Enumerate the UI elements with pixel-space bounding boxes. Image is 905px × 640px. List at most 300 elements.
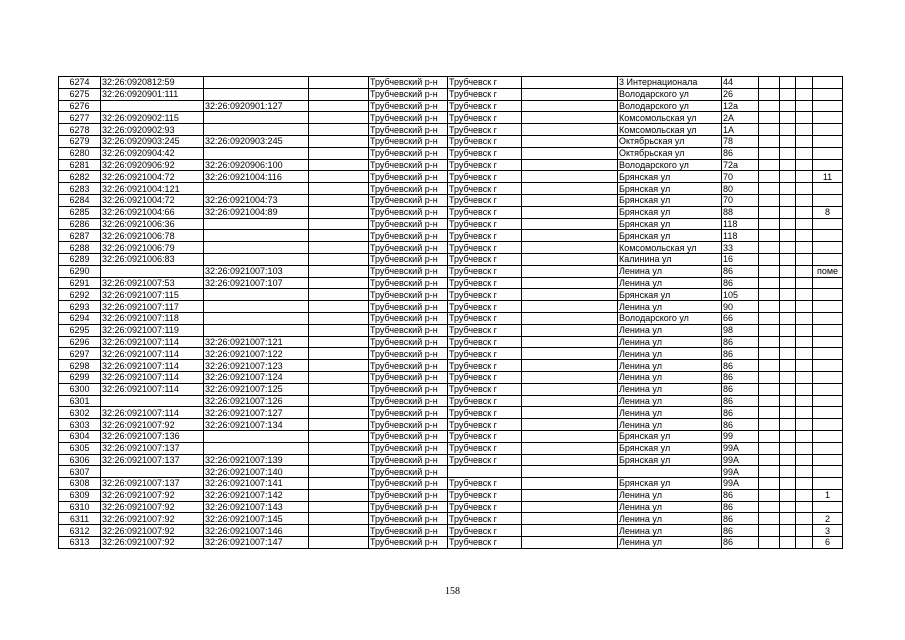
table-cell: Трубчевский р-н — [369, 419, 448, 431]
table-cell: Трубчевский р-н — [369, 301, 448, 313]
table-cell: 6289 — [59, 253, 101, 265]
table-cell — [796, 513, 813, 525]
table-cell — [780, 218, 796, 230]
table-cell — [759, 112, 780, 124]
table-cell — [813, 407, 843, 419]
table-cell: 32:26:0920906:92 — [101, 159, 204, 171]
table-cell: Трубчевский р-н — [369, 194, 448, 206]
table-cell: 88 — [722, 206, 759, 218]
table-cell — [759, 265, 780, 277]
table-cell — [796, 253, 813, 265]
table-cell — [780, 124, 796, 136]
table-cell: 6293 — [59, 301, 101, 313]
table-cell — [522, 194, 618, 206]
table-cell: Трубчевский р-н — [369, 159, 448, 171]
table-cell — [618, 466, 722, 478]
table-cell — [101, 100, 204, 112]
table-cell — [522, 537, 618, 549]
table-cell: 32:26:0921007:122 — [204, 348, 309, 360]
table-row — [59, 395, 843, 407]
table-cell: 32:26:0921004:121 — [101, 183, 204, 195]
table-cell: 6313 — [59, 537, 101, 549]
table-cell: 32:26:0921007:103 — [204, 265, 309, 277]
table-cell: Брянская ул — [618, 478, 722, 490]
table-cell: Трубчевск г — [448, 230, 522, 242]
table-cell: Трубчевский р-н — [369, 537, 448, 549]
table-cell: 32:26:0921007:114 — [101, 336, 204, 348]
table-cell — [522, 171, 618, 183]
table-cell: 3 Интернационала — [618, 77, 722, 89]
table-cell — [780, 478, 796, 490]
table-cell — [522, 159, 618, 171]
table-cell — [780, 230, 796, 242]
table-cell: Трубчевск г — [448, 312, 522, 324]
table-cell: Ленина ул — [618, 277, 722, 289]
table-cell — [796, 147, 813, 159]
table-cell: Ленина ул — [618, 489, 722, 501]
table-cell — [813, 147, 843, 159]
table-cell: Трубчевск г — [448, 88, 522, 100]
table-cell: 86 — [722, 371, 759, 383]
table-cell: 32:26:0921007:118 — [101, 312, 204, 324]
table-body — [59, 77, 843, 549]
table-cell — [759, 206, 780, 218]
table-cell: Трубчевск г — [448, 478, 522, 490]
table-cell — [813, 442, 843, 454]
table-cell: 32:26:0921007:114 — [101, 383, 204, 395]
table-cell — [309, 242, 369, 254]
table-cell: 32:26:0921007:119 — [101, 324, 204, 336]
table-cell — [796, 430, 813, 442]
table-row — [59, 218, 843, 230]
table-row — [59, 124, 843, 136]
table-cell — [759, 159, 780, 171]
table-cell — [204, 218, 309, 230]
table-cell: 118 — [722, 230, 759, 242]
table-cell: Трубчевск г — [448, 525, 522, 537]
table-cell: 6308 — [59, 478, 101, 490]
table-cell — [309, 336, 369, 348]
table-cell — [813, 159, 843, 171]
table-cell: Трубчевский р-н — [369, 478, 448, 490]
table-cell: Трубчевск г — [448, 218, 522, 230]
table-cell — [522, 183, 618, 195]
table-cell — [522, 466, 618, 478]
table-cell — [522, 360, 618, 372]
table-cell: 86 — [722, 265, 759, 277]
table-cell: 32:26:0921007:134 — [204, 419, 309, 431]
table-cell — [522, 383, 618, 395]
table-cell — [780, 525, 796, 537]
table-cell: Трубчевск г — [448, 430, 522, 442]
table-cell: 86 — [722, 501, 759, 513]
table-cell — [522, 430, 618, 442]
table-cell — [780, 147, 796, 159]
table-cell — [813, 395, 843, 407]
table-cell: Трубчевский р-н — [369, 430, 448, 442]
table-row — [59, 206, 843, 218]
table-cell: Трубчевский р-н — [369, 112, 448, 124]
table-row — [59, 513, 843, 525]
table-cell: 6296 — [59, 336, 101, 348]
table-cell — [522, 135, 618, 147]
table-cell — [780, 277, 796, 289]
table-cell: 32:26:0921004:72 — [101, 194, 204, 206]
table-cell: 86 — [722, 513, 759, 525]
table-cell — [759, 442, 780, 454]
table-cell: Володарского ул — [618, 100, 722, 112]
table-cell: Трубчевский р-н — [369, 230, 448, 242]
table-cell — [796, 301, 813, 313]
table-cell: 32:26:0921004:116 — [204, 171, 309, 183]
table-cell: 86 — [722, 537, 759, 549]
table-cell — [522, 371, 618, 383]
table-cell: 6286 — [59, 218, 101, 230]
table-cell — [780, 100, 796, 112]
table-cell — [522, 407, 618, 419]
table-cell: 3 — [813, 525, 843, 537]
table-cell: 6285 — [59, 206, 101, 218]
table-cell: Трубчевск г — [448, 147, 522, 159]
table-cell — [813, 336, 843, 348]
table-cell — [204, 230, 309, 242]
table-cell: Ленина ул — [618, 501, 722, 513]
table-cell — [309, 442, 369, 454]
table-cell — [796, 348, 813, 360]
table-cell — [796, 112, 813, 124]
table-cell — [796, 360, 813, 372]
table-cell — [780, 183, 796, 195]
table-row — [59, 501, 843, 513]
table-row — [59, 135, 843, 147]
table-cell — [796, 383, 813, 395]
table-cell — [309, 419, 369, 431]
table-cell — [780, 301, 796, 313]
table-cell: 6301 — [59, 395, 101, 407]
table-cell: 32:26:0921007:140 — [204, 466, 309, 478]
table-cell: 6283 — [59, 183, 101, 195]
table-cell: Брянская ул — [618, 183, 722, 195]
table-cell: Ленина ул — [618, 537, 722, 549]
table-cell: 32:26:0921007:121 — [204, 336, 309, 348]
table-cell: 32:26:0921007:92 — [101, 525, 204, 537]
table-cell — [522, 112, 618, 124]
table-cell: 6299 — [59, 371, 101, 383]
table-cell: Ленина ул — [618, 525, 722, 537]
table-cell: 6312 — [59, 525, 101, 537]
table-cell — [309, 253, 369, 265]
table-cell: Трубчевск г — [448, 371, 522, 383]
table-cell: Трубчевск г — [448, 395, 522, 407]
table-cell — [796, 135, 813, 147]
table-cell: Трубчевский р-н — [369, 348, 448, 360]
table-row — [59, 183, 843, 195]
table-cell: 32:26:0921007:146 — [204, 525, 309, 537]
table-cell — [522, 301, 618, 313]
table-cell: Брянская ул — [618, 230, 722, 242]
table-cell: Трубчевский р-н — [369, 371, 448, 383]
table-row — [59, 194, 843, 206]
table-row — [59, 407, 843, 419]
table-cell — [309, 489, 369, 501]
table-cell — [522, 324, 618, 336]
table-cell — [780, 513, 796, 525]
table-cell — [759, 348, 780, 360]
table-cell — [522, 147, 618, 159]
table-cell — [796, 230, 813, 242]
table-cell: Трубчевский р-н — [369, 312, 448, 324]
table-cell: 32:26:0921007:107 — [204, 277, 309, 289]
table-row — [59, 147, 843, 159]
table-cell: Трубчевск г — [448, 277, 522, 289]
table-cell: Трубчевский р-н — [369, 124, 448, 136]
table-cell — [813, 135, 843, 147]
table-cell: 32:26:0920904:42 — [101, 147, 204, 159]
table-cell — [309, 183, 369, 195]
table-cell: Трубчевск г — [448, 77, 522, 89]
table-cell: 99А — [722, 454, 759, 466]
table-cell — [759, 395, 780, 407]
table-row — [59, 537, 843, 549]
table-cell: Брянская ул — [618, 206, 722, 218]
table-cell — [796, 159, 813, 171]
table-cell — [813, 277, 843, 289]
table-cell: 32:26:0921007:147 — [204, 537, 309, 549]
table-row — [59, 159, 843, 171]
table-row — [59, 430, 843, 442]
table-cell — [813, 478, 843, 490]
table-row — [59, 289, 843, 301]
table-cell: 32:26:0921007:137 — [101, 442, 204, 454]
table-cell — [780, 360, 796, 372]
table-cell — [522, 124, 618, 136]
table-cell — [780, 407, 796, 419]
table-row — [59, 112, 843, 124]
table-cell — [101, 466, 204, 478]
table-cell: 32:26:0921007:124 — [204, 371, 309, 383]
table-cell: Трубчевский р-н — [369, 489, 448, 501]
table-cell — [204, 183, 309, 195]
table-row — [59, 88, 843, 100]
table-cell — [759, 171, 780, 183]
table-cell — [759, 135, 780, 147]
table-cell — [813, 77, 843, 89]
table-cell: 32:26:0920903:245 — [204, 135, 309, 147]
table-row — [59, 253, 843, 265]
table-cell — [796, 454, 813, 466]
table-cell — [522, 513, 618, 525]
table-cell: Трубчевский р-н — [369, 218, 448, 230]
table-cell — [522, 206, 618, 218]
table-cell: 6274 — [59, 77, 101, 89]
table-cell — [813, 324, 843, 336]
table-cell — [522, 501, 618, 513]
table-cell — [780, 324, 796, 336]
table-cell: Трубчевск г — [448, 171, 522, 183]
table-cell — [522, 77, 618, 89]
table-cell — [813, 383, 843, 395]
table-cell: 99А — [722, 478, 759, 490]
table-cell: 6311 — [59, 513, 101, 525]
table-cell: Трубчевск г — [448, 100, 522, 112]
table-cell: 6280 — [59, 147, 101, 159]
table-cell: 32:26:0921007:114 — [101, 371, 204, 383]
table-cell — [759, 430, 780, 442]
table-cell: Трубчевск г — [448, 265, 522, 277]
table-cell: Трубчевск г — [448, 489, 522, 501]
table-cell: 32:26:0921007:137 — [101, 478, 204, 490]
table-cell — [309, 371, 369, 383]
table-cell: Трубчевск г — [448, 419, 522, 431]
table-cell — [796, 277, 813, 289]
table-cell — [813, 501, 843, 513]
table-cell: 6288 — [59, 242, 101, 254]
table-cell — [759, 183, 780, 195]
table-cell: Трубчевский р-н — [369, 147, 448, 159]
table-cell — [204, 312, 309, 324]
table-cell: 99А — [722, 466, 759, 478]
table-cell — [796, 77, 813, 89]
table-cell — [780, 242, 796, 254]
table-cell — [759, 100, 780, 112]
table-cell: Трубчевский р-н — [369, 135, 448, 147]
table-cell — [780, 289, 796, 301]
table-cell — [813, 253, 843, 265]
table-cell — [309, 124, 369, 136]
table-cell: 90 — [722, 301, 759, 313]
table-cell: 6304 — [59, 430, 101, 442]
table-cell: Трубчевск г — [448, 112, 522, 124]
table-cell — [796, 194, 813, 206]
table-cell — [204, 301, 309, 313]
table-cell: Трубчевский р-н — [369, 242, 448, 254]
table-cell: 2 — [813, 513, 843, 525]
table-cell: Октябрьская ул — [618, 135, 722, 147]
table-cell — [813, 218, 843, 230]
table-cell — [759, 525, 780, 537]
table-cell: 6276 — [59, 100, 101, 112]
table-cell: 32:26:0921004:73 — [204, 194, 309, 206]
table-cell — [204, 430, 309, 442]
table-row — [59, 77, 843, 89]
table-cell — [813, 230, 843, 242]
table-cell: 6279 — [59, 135, 101, 147]
table-cell — [759, 301, 780, 313]
table-cell: 2А — [722, 112, 759, 124]
table-cell — [309, 206, 369, 218]
table-row — [59, 242, 843, 254]
table-cell — [796, 206, 813, 218]
table-cell: Трубчевский р-н — [369, 88, 448, 100]
table-row — [59, 478, 843, 490]
table-cell: 32:26:0921007:139 — [204, 454, 309, 466]
table-cell — [813, 289, 843, 301]
table-cell: Трубчевск г — [448, 454, 522, 466]
table-cell — [309, 100, 369, 112]
table-cell: Трубчевский р-н — [369, 277, 448, 289]
table-cell — [522, 253, 618, 265]
table-cell: 32:26:0921006:79 — [101, 242, 204, 254]
table-cell: 86 — [722, 525, 759, 537]
table-cell — [309, 230, 369, 242]
table-cell — [759, 147, 780, 159]
table-cell: 6309 — [59, 489, 101, 501]
table-cell — [796, 407, 813, 419]
table-row — [59, 489, 843, 501]
table-row — [59, 100, 843, 112]
table-cell: 33 — [722, 242, 759, 254]
table-cell — [309, 289, 369, 301]
table-cell — [796, 183, 813, 195]
table-cell — [204, 324, 309, 336]
table-cell: Трубчевск г — [448, 442, 522, 454]
table-cell: 98 — [722, 324, 759, 336]
table-cell: 12а — [722, 100, 759, 112]
table-row — [59, 419, 843, 431]
table-cell: 6290 — [59, 265, 101, 277]
table-cell — [796, 442, 813, 454]
table-cell — [309, 312, 369, 324]
table-cell: Трубчевск г — [448, 289, 522, 301]
table-cell: 32:26:0920902:115 — [101, 112, 204, 124]
table-cell: Трубчевский р-н — [369, 77, 448, 89]
table-cell — [204, 253, 309, 265]
table-cell — [796, 265, 813, 277]
table-cell: Трубчевский р-н — [369, 525, 448, 537]
table-row — [59, 466, 843, 478]
table-cell: Октябрьская ул — [618, 147, 722, 159]
table-cell: 32:26:0920901:111 — [101, 88, 204, 100]
table-cell: 72а — [722, 159, 759, 171]
table-cell: 6284 — [59, 194, 101, 206]
table-cell — [101, 395, 204, 407]
table-cell — [780, 253, 796, 265]
table-cell — [204, 289, 309, 301]
table-cell: 6295 — [59, 324, 101, 336]
table-cell: Трубчевск г — [448, 501, 522, 513]
table-cell: 86 — [722, 147, 759, 159]
table-cell: Трубчевский р-н — [369, 360, 448, 372]
table-cell — [813, 112, 843, 124]
table-cell: 6297 — [59, 348, 101, 360]
table-cell: Ленина ул — [618, 383, 722, 395]
table-cell — [204, 112, 309, 124]
table-cell — [309, 501, 369, 513]
table-cell — [813, 348, 843, 360]
table-cell: 86 — [722, 336, 759, 348]
table-cell: Ленина ул — [618, 336, 722, 348]
table-cell — [759, 230, 780, 242]
table-cell: Трубчевский р-н — [369, 442, 448, 454]
table-cell: Брянская ул — [618, 430, 722, 442]
table-cell — [780, 348, 796, 360]
table-cell: 6278 — [59, 124, 101, 136]
table-cell — [759, 537, 780, 549]
table-cell: 32:26:0921007:126 — [204, 395, 309, 407]
table-row — [59, 348, 843, 360]
table-cell: Трубчевский р-н — [369, 324, 448, 336]
table-cell — [309, 88, 369, 100]
table-cell: Брянская ул — [618, 194, 722, 206]
table-cell: 32:26:0921007:114 — [101, 407, 204, 419]
table-cell: 66 — [722, 312, 759, 324]
table-cell — [522, 277, 618, 289]
table-cell: 6281 — [59, 159, 101, 171]
table-cell — [522, 88, 618, 100]
table-cell — [780, 442, 796, 454]
table-cell: Трубчевский р-н — [369, 100, 448, 112]
table-cell — [759, 407, 780, 419]
